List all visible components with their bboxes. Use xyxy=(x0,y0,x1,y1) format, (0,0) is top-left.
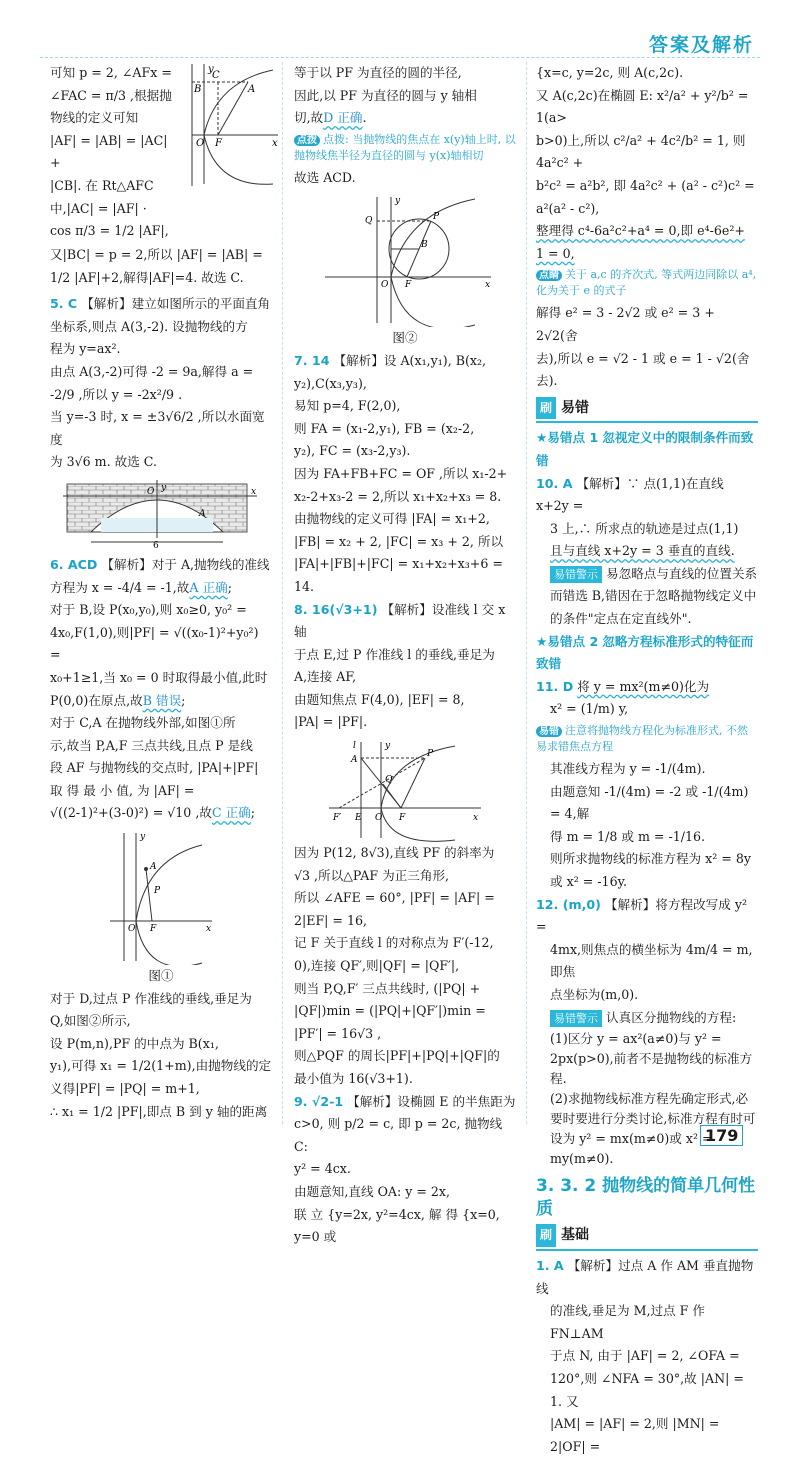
column-divider-2 xyxy=(526,62,527,1124)
text-line: 中,|AC| = |AF| · xyxy=(50,200,147,216)
text-line: 对于 B,设 P(x₀,y₀),则 x₀≥0, y₀² = xyxy=(50,602,247,618)
q4-block xyxy=(50,62,278,244)
fig-label: A xyxy=(150,862,157,873)
fig-label: F′ xyxy=(333,813,342,824)
text-line: 由点 A(3,-2)可得 -2 = 9a,解得 a = xyxy=(50,363,254,379)
fig-label: y xyxy=(161,482,167,493)
question-number: 9. √2-1 xyxy=(294,1093,344,1109)
column-1: 可知 p = 2, ∠AFx = ∠FAC = π/3 ,根据抛 物线的定义可知 |AF| = |AB| = |AC| + |CB|. 在 Rt△AFC 中,|AC| = |AF| · cos π/3 = 1/2 |AF|, y C B A O F x 又|BC| = p = 2,所以 |AF| = |AB| = 1/2 |AF|+2,解得|AF|=4. 故选 C. 5. C 【解析】建立如图所示的平面直角 坐标系,则点 A(3,-2). 设抛物线的方 程为 y=ax². 由点 A(3,-2)可得 -2 = 9a,解得 a = -2/9 ,所以 y = -2x²/9 . 当 y=-3 时, x = ±3√6/2 ,所以水面宽度 为 3√6 m. 故选 C. y O x A 6 6. ACD 【解析】对于 A,抛物线的准线 方程为 x = -4/4 = -1,故A 正确; 对于 B,设 P(x₀,y₀),则 x₀≥0, y₀² = 4x₀,F(1,0),则|PF| = √((x₀-1)²+y₀²) = x₀+1≥1,当 x₀ = 0 时取得最小值,此时 P(0,0)在原点,故B 错误; 对于 C,A 在抛物线外部,如图①所 示,故当 P,A,F 三点共线,且点 P 是线 段 AF 与抛物线的交点时, |PA|+|PF| 取 得 最 小 值, 为 |AF| = √((2-1)²+(3-0)²) = √10 ,故C 正确; y A P O F x 图① 对于 D,过点 P 作准线的垂线,垂足为 Q,如图②所示, 设 P(m,n),PF 的中点为 B(x₁, y₁),可得 x₁ = 1/2(1+m),由抛物线的定 义得|PF| = |PQ| = m+1, ∴ x₁ = 1/2 |PF|,即点 B 到 y 轴的距离 xyxy=(50,62,272,1123)
parabola-figure-q4 xyxy=(188,62,280,187)
text-line: P(0,0)在原点,故 xyxy=(50,692,143,708)
text-line: 其准线方程为 y = -1/(4m). xyxy=(550,761,706,777)
fig-label: Q xyxy=(385,775,393,786)
text-line: |AM| = |AF| = 2,则 |MN| = 2|OF| = xyxy=(550,1416,720,1454)
text-line: b>0)上,所以 c²/a² + 4c²/b² = 1, 则 4a²c² + xyxy=(536,132,746,171)
text-line: x₀+1≥1,当 x₀ = 0 时取得最小值,此时 xyxy=(50,669,268,685)
text-line: 则所求抛物线的标准方程为 x² = 8y xyxy=(550,851,751,867)
answer-mark: C 正确 xyxy=(211,805,251,821)
text-line: y₁),可得 x₁ = 1/2(1+m),由抛物线的定 xyxy=(50,1058,272,1074)
section-heading xyxy=(536,397,758,420)
fig-label: O xyxy=(375,813,383,824)
fig-label: F xyxy=(215,138,222,149)
text-line: 最小值为 16(√3+1). xyxy=(294,1071,413,1086)
text-line: c>0, 则 p/2 = c, 即 p = 2c, 抛物线 C: xyxy=(294,1116,503,1154)
text-line: √3 ,所以△PAF 为正三角形, xyxy=(294,867,450,883)
fig-label: Q xyxy=(365,216,373,227)
figure-2 xyxy=(315,193,495,327)
text-line: 由题意知,直线 OA: y = 2x, xyxy=(294,1183,451,1199)
question-number: 8. 16(√3+1) xyxy=(294,601,378,617)
text-line: 为 3√6 m. 故选 C. xyxy=(50,454,157,470)
text-line: 则△PQF 的周长|PF|+|PQ|+|QF|的 xyxy=(294,1048,500,1064)
text-line: 4mx,则焦点的横坐标为 4m/4 = m,即焦 xyxy=(550,941,753,980)
text-line: 取 得 最 小 值, 为 |AF| = xyxy=(50,782,195,798)
text-line: 因此,以 PF 为直径的圆与 y 轴相 xyxy=(294,87,477,103)
text-line: 1/2 |AF|+2,解得|AF|=4. 故选 C. xyxy=(50,269,244,285)
section-mark: 刷 xyxy=(536,397,556,420)
text-line: 程为 y=ax². xyxy=(50,341,121,357)
tip-text: 点拨: 当抛物线的焦点在 x(y)轴上时, 以抛物线焦半径为直径的圆与 y(x)轴相切 xyxy=(294,132,516,162)
text-line: 则当 P,Q,F′ 三点共线时, (|PQ| + xyxy=(294,980,481,996)
text-line: √((2-1)²+(3-0)²) = √10 ,故 xyxy=(50,805,212,821)
text-line: 当 y=-3 时, x = ±3√6/2 ,所以水面宽度 xyxy=(50,409,265,447)
text-line: y² = 4cx. xyxy=(294,1161,351,1177)
fig-label: O xyxy=(196,138,205,149)
fig-label: y xyxy=(140,832,146,843)
text-line: 于点 N, 由于 |AF| = 2, ∠OFA = xyxy=(550,1348,740,1364)
text-line: A,连接 AF, xyxy=(294,669,357,685)
text-line: 方程为 x = -4/4 = -1,故 xyxy=(50,579,190,595)
text-line: 0),连接 QF′,则|QF| = |QF′|, xyxy=(294,958,460,974)
page-number: 179 xyxy=(700,1125,743,1146)
error-point-text: 忽略方程标准形式的特征而致错 xyxy=(536,633,754,672)
text-line: 解得 e² = 3 - 2√2 或 e² = 3 + 2√2(舍 xyxy=(536,305,715,343)
section-mark: 刷 xyxy=(536,1224,556,1247)
error-point-label: ★易错点 1 xyxy=(536,430,599,446)
text-line: 示,故当 P,A,F 三点共线,且点 P 是线 xyxy=(50,737,253,753)
text-line: 【解析】设 A(x₁,y₁), B(x₂, xyxy=(333,352,487,368)
fig-label: P xyxy=(427,749,434,760)
q4-text xyxy=(50,62,178,243)
text-line: 则 FA = (x₁-2,y₁), FB = (x₂-2, xyxy=(294,420,475,436)
bulb-icon: 点睛 xyxy=(536,270,562,281)
text-line: ∠FAC = π/3 ,根据抛 xyxy=(50,87,172,103)
fig-label: x xyxy=(485,280,491,291)
text-line: 又 A(c,2c)在椭圆 E: x²/a² + y²/b² = 1(a> xyxy=(536,87,749,126)
fig-label: B xyxy=(421,240,428,251)
fig-label: F xyxy=(399,813,406,824)
text-line: 【解析】∵ 点(1,1)在直线 x+2y = xyxy=(536,475,724,514)
question-number: 6. ACD xyxy=(50,556,98,572)
text-line: 设 P(m,n),PF 的中点为 B(x₁, xyxy=(50,1035,219,1051)
text-line: 将 y = mx²(m≠0)化为 xyxy=(577,678,710,694)
text-line: ∴ x₁ = 1/2 |PF|,即点 B 到 y 轴的距离 xyxy=(50,1103,268,1119)
text-line: 4x₀,F(1,0),则|PF| = √((x₀-1)²+y₀²) = xyxy=(50,624,259,663)
text-line: 物线的定义可知 xyxy=(50,110,139,126)
text-line: 整理得 c⁴-6a²c²+a⁴ = 0,即 e⁴-6e²+ xyxy=(536,223,745,239)
fig-width-label: 6 xyxy=(153,540,159,550)
text-line: 切,故 xyxy=(294,110,324,126)
text-line: 3 上,∴ 所求点的轨迹是过点(1,1) xyxy=(550,520,739,536)
text-line: 等于以 PF 为直径的圆的半径, xyxy=(294,65,462,80)
tip-note xyxy=(294,132,516,163)
question-number: 7. 14 xyxy=(294,352,330,368)
warning-item: (2)求抛物线标准方程先确定形式,必要时要进行分类讨论,标准方程有时可设为 y² = mx(m≠0)或 x² = my(m≠0). xyxy=(550,1091,756,1167)
text-line: |CB|. 在 Rt△AFC xyxy=(50,177,154,193)
text-line: Q,如图②所示, xyxy=(50,1013,131,1029)
warning-text: 易忽略点与直线的位置关系而错选 B,错因在于忽略抛物线定义中的条件"定点在定直线外". xyxy=(550,565,758,627)
text-line: |AF| = |AB| = |AC| + xyxy=(50,132,168,171)
text-line: 对于 D,过点 P 作准线的垂线,垂足为 xyxy=(50,990,252,1006)
figure-3 xyxy=(325,738,485,842)
section-heading xyxy=(536,1224,758,1247)
column-divider-1 xyxy=(282,62,283,1124)
bridge-arch-figure xyxy=(61,478,261,550)
error-point-text: 忽视定义中的限制条件而致错 xyxy=(536,430,754,468)
text-line: 【解析】过点 A 作 AM 垂直抛物线 xyxy=(536,1257,754,1296)
text-line: x₂-2+x₃-2 = 2,所以 x₁+x₂+x₃ = 8. xyxy=(294,488,502,504)
text-line: 对于 C,A 在抛物线外部,如图①所 xyxy=(50,715,236,731)
fig-label: y xyxy=(208,64,214,75)
fig-label: y xyxy=(385,741,391,752)
fig-label: O xyxy=(381,280,389,291)
text-line: x² = (1/m) y, xyxy=(550,701,629,717)
section-rule xyxy=(536,1249,758,1251)
warning-text: 认真区分抛物线的方程: xyxy=(606,1009,737,1025)
question-number: 1. A xyxy=(536,1257,564,1273)
text-line: -2/9 ,所以 y = -2x²/9 . xyxy=(50,386,183,402)
tip-note xyxy=(536,267,758,298)
text-line: 【解析】将方程改写成 y² = xyxy=(536,896,748,935)
section-rule xyxy=(536,421,758,423)
fig-label: B xyxy=(194,84,202,95)
text-line: b²c² = a²b², 即 4a²c² + (a² - c²)c² = xyxy=(536,177,755,193)
fig-label: P xyxy=(154,886,161,897)
tip-text: 注意将抛物线方程化为标准形式, 不然易求错焦点方程 xyxy=(536,724,748,754)
section-label: 基础 xyxy=(561,1227,590,1244)
fig-label: x xyxy=(473,813,479,824)
text-line: 去). xyxy=(536,373,558,389)
text-line: 因为 P(12, 8√3),直线 PF 的斜率为 xyxy=(294,845,495,861)
text-line: 【解析】对于 A,抛物线的准线 xyxy=(101,556,270,572)
text-line: 义得|PF| = |PQ| = m+1, xyxy=(50,1081,200,1097)
text-line: {x=c, y=2c, 则 A(c,2c). xyxy=(536,65,684,80)
text-line: 记 F 关于直线 l 的对称点为 F′(-12, xyxy=(294,935,494,951)
text-line: a²(a² - c²), xyxy=(536,200,600,216)
text-line: 【解析】建立如图所示的平面直角 xyxy=(81,296,271,312)
warning-item: (1)区分 y = ax²(a≠0)与 y² = 2px(p>0),前者不是抛物线的标准方程. xyxy=(550,1031,753,1087)
fig-label: C xyxy=(212,70,220,81)
fig-label: A xyxy=(248,84,256,95)
section-label: 易错 xyxy=(561,399,590,416)
text-line: y₂),C(x₃,y₃), xyxy=(294,375,367,391)
question-number: 11. D xyxy=(536,678,574,694)
text-line: cos π/3 = 1/2 |AF|, xyxy=(50,223,169,239)
figure-caption: 图② xyxy=(392,330,418,346)
text-line: 又|BC| = p = 2,所以 |AF| = |AB| = xyxy=(50,247,263,262)
fig-label: x xyxy=(251,486,257,497)
column-2: 等于以 PF 为直径的圆的半径, 因此,以 PF 为直径的圆与 y 轴相 切,故D 正确. 点拨 点拨: 当抛物线的焦点在 x(y)轴上时, 以抛物线焦半径为直径的圆与 y(x)轴相切 故选 ACD. y Q P B O F x 图② 7. 14 【解析】设 A(x₁,y₁), B(x₂, y₂),C(x₃,y₃), 易知 p=4, F(2,0), 则 FA = (x₁-2,y₁), FB = (x₂-2, y₂), FC = (x₃-2,y₃). 因为 FA+FB+FC = OF ,所以 x₁-2+ x₂-2+x₃-2 = 2,所以 x₁+x₂+x₃ = 8. 由抛物线的定义可得 |FA| = x₁+2, |FB| = x₂ + 2, |FC| = x₃ + 2, 所以 |FA|+|FB|+|FC| = x₁+x₂+x₃+6 = 14. 8. 16(√3+1) 【解析】设准线 l 交 x 轴 于点 E,过 P 作准线 l 的垂线,垂足为 A,连接 AF, 由题知焦点 F(4,0), |EF| = 8, |PA| = |PF|. y l A P Q F′ E O F x 因为 P(12, 8√3),直线 PF 的斜率为 √3 ,所以△PAF 为正三角形, 所以 ∠AFE = 60°, |PF| = |AF| = 2|EF| = 16, 记 F 关于直线 l 的对称点为 F′(-12, 0),连接 QF′,则|QF| = |QF′|, 则当 P,Q,F′ 三点共线时, (|PQ| + |QF|)min = (|PQ|+|QF′|)min = |PF′| = 16√3 , 则△PQF 的周长|PF|+|PQ|+|QF|的 最小值为 16(√3+1). 9. √2-1 【解析】设椭圆 E 的半焦距为 c>0, 则 p/2 = c, 即 p = 2c, 抛物线 C: y² = 4cx. 由题意知,直线 OA: y = 2x, 联 立 {y=2x, y²=4cx, 解 得 {x=0, y=0 或 xyxy=(294,62,516,1249)
text-line: 1 = 0, xyxy=(536,245,575,261)
fig-label: P xyxy=(433,212,440,223)
answer-mark: A 正确 xyxy=(189,579,228,595)
fig-label: l xyxy=(353,741,356,752)
text-line: y₂), FC = (x₃-2,y₃). xyxy=(294,443,411,459)
text-line: 可知 p = 2, ∠AFx = xyxy=(50,65,172,80)
header-title: 答案及解析 xyxy=(648,34,754,56)
answer-mark: D 正确 xyxy=(323,110,363,126)
fig-label: x xyxy=(206,924,212,935)
figure-caption: 图① xyxy=(148,968,174,984)
figure-1 xyxy=(106,829,216,965)
fig-label: y xyxy=(395,196,401,207)
text-line: 段 AF 与抛物线的交点时, |PA|+|PF| xyxy=(50,760,259,776)
text-line: 由题知焦点 F(4,0), |EF| = 8, xyxy=(294,691,465,707)
text-line: |QF|)min = (|PQ|+|QF′|)min = xyxy=(294,1003,486,1019)
text-line: 易知 p=4, F(2,0), xyxy=(294,398,401,414)
text-line: 的准线,垂足为 M,过点 F 作 FN⊥AM xyxy=(550,1303,705,1341)
text-line: 于点 E,过 P 作准线 l 的垂线,垂足为 xyxy=(294,646,495,662)
text-line: 所以 ∠AFE = 60°, |PF| = |AF| = xyxy=(294,890,495,906)
section-title: 3. 3. 2 抛物线的简单几何性质 xyxy=(536,1176,756,1219)
text-line: 【解析】设准线 l 交 x 轴 xyxy=(294,601,506,640)
text-line: 120°,则 ∠NFA = 30°,故 |AN| = 1. 又 xyxy=(550,1370,744,1409)
warning-tag: 易错警示 xyxy=(550,566,602,583)
bulb-icon: 点拨 xyxy=(294,135,320,146)
error-point-label: ★易错点 2 xyxy=(536,633,599,649)
text-line: |FB| = x₂ + 2, |FC| = x₃ + 2, 所以 xyxy=(294,533,504,549)
text-line: |PF′| = 16√3 , xyxy=(294,1025,382,1041)
text-line: 得 m = 1/8 或 m = -1/16. xyxy=(550,828,706,844)
answer-mark: B 错误 xyxy=(142,692,182,708)
question-number: 10. A xyxy=(536,475,573,491)
text-line: |FA|+|FB|+|FC| = x₁+x₂+x₃+6 = 14. xyxy=(294,556,503,594)
fig-label: F xyxy=(405,280,412,291)
text-line: 联 立 {y=2x, y²=4cx, 解 得 {x=0, y=0 或 xyxy=(294,1206,500,1245)
question-number: 5. C xyxy=(50,296,78,312)
fig-label: E xyxy=(355,813,362,824)
fig-label: F xyxy=(150,924,157,935)
text-line: 点坐标为(m,0). xyxy=(550,986,639,1002)
fig-label: O xyxy=(147,486,155,497)
text-line: 由题意知 -1/(4m) = -2 或 -1/(4m) = 4,解 xyxy=(550,783,749,822)
page-header xyxy=(0,0,800,58)
text-line: 因为 FA+FB+FC = OF ,所以 x₁-2+ xyxy=(294,465,508,481)
text-line: 由抛物线的定义可得 |FA| = x₁+2, xyxy=(294,511,490,527)
text-line: 或 x² = -16y. xyxy=(550,874,628,889)
question-number: 12. (m,0) xyxy=(536,896,601,912)
tip-note xyxy=(536,723,758,754)
text-line: 去),所以 e = √2 - 1 或 e = 1 - √2(舍 xyxy=(536,350,750,366)
column-3 xyxy=(536,62,758,1458)
text-line: 坐标系,则点 A(3,-2). 设抛物线的方 xyxy=(50,318,248,334)
fig-label: A xyxy=(351,755,358,766)
text-line: |PA| = |PF|. xyxy=(294,714,368,730)
text-line: 故选 ACD. xyxy=(294,169,356,185)
header-divider xyxy=(40,57,760,58)
fig-label: A xyxy=(199,508,206,519)
bulb-icon: 易错 xyxy=(536,726,562,737)
warning-tag: 易错警示 xyxy=(550,1010,602,1027)
text-line: 且与直线 x+2y = 3 垂直的直线. xyxy=(550,543,735,559)
fig-label: O xyxy=(128,924,136,935)
fig-label: x xyxy=(272,138,278,149)
tip-text: 关于 a,c 的齐次式, 等式两边同除以 a⁴,化为关于 e 的式子 xyxy=(536,268,757,298)
text-line: 2|EF| = 16, xyxy=(294,912,368,928)
text-line: 【解析】设椭圆 E 的半焦距为 xyxy=(347,1093,516,1109)
